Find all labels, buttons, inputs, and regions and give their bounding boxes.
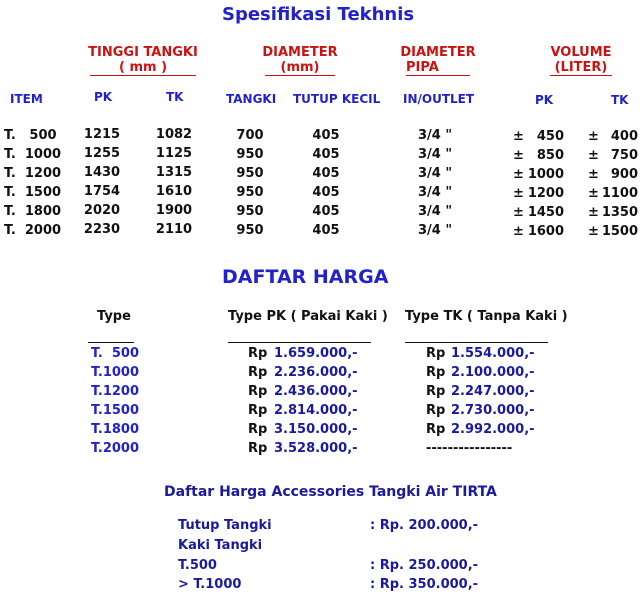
currency-label: Rp <box>426 346 446 361</box>
spec-vol-tk: 1350 <box>601 205 638 220</box>
price-pk: 1.659.000,- <box>274 346 358 361</box>
spec-pk: 1255 <box>83 146 121 161</box>
spec-tk: 1610 <box>155 184 193 199</box>
spec-pk: 2230 <box>83 222 121 237</box>
divider <box>405 342 548 343</box>
spec-tutup: 405 <box>312 166 340 181</box>
spec-tutup: 405 <box>312 204 340 219</box>
currency-label: Rp <box>248 403 268 418</box>
header-volume: VOLUME (LITER) <box>550 45 612 75</box>
approx-icon: ± <box>588 167 599 182</box>
header-tinggi-tangki: TINGGI TANGKI ( mm ) <box>88 45 198 75</box>
spec-tangki: 950 <box>236 185 264 200</box>
price-tk: 2.247.000,- <box>451 384 535 399</box>
spec-item: T. 1800 <box>4 204 62 219</box>
spec-tk: 1315 <box>155 165 193 180</box>
spec-item: T. 500 <box>4 128 57 143</box>
price-tk: 2.992.000,- <box>451 422 535 437</box>
spec-tutup: 405 <box>312 223 340 238</box>
spec-vol-tk: 400 <box>610 129 638 144</box>
approx-icon: ± <box>588 205 599 220</box>
spec-vol-tk: 750 <box>610 148 638 163</box>
price-pk: 2.814.000,- <box>274 403 358 418</box>
approx-icon: ± <box>513 205 524 220</box>
approx-icon: ± <box>513 186 524 201</box>
divider <box>228 342 371 343</box>
spec-tangki: 950 <box>236 223 264 238</box>
accessory-label: Tutup Tangki <box>178 518 272 533</box>
spec-tangki: 950 <box>236 147 264 162</box>
spec-title: Spesifikasi Tekhnis <box>222 4 415 25</box>
price-pk: 3.150.000,- <box>274 422 358 437</box>
spec-item: T. 2000 <box>4 223 62 238</box>
spec-tutup: 405 <box>312 128 340 143</box>
spec-tk: 1900 <box>155 203 193 218</box>
spec-pk: 1754 <box>83 184 121 199</box>
currency-label: Rp <box>248 365 268 380</box>
accessory-price: : Rp. 350.000,- <box>370 577 479 592</box>
price-type: T.2000 <box>91 441 140 456</box>
spec-tangki: 950 <box>236 204 264 219</box>
col-tutup-kecil: TUTUP KECIL <box>293 92 381 106</box>
price-type: T. 500 <box>91 346 140 361</box>
price-tk: ---------------- <box>426 441 513 456</box>
spec-pipa: 3/4 " <box>418 185 453 200</box>
price-pk: 3.528.000,- <box>274 441 358 456</box>
col-vol-pk: PK <box>535 93 554 107</box>
price-header-tk: Type TK ( Tanpa Kaki ) <box>405 309 568 324</box>
price-tk: 2.100.000,- <box>451 365 535 380</box>
spec-vol-tk: 900 <box>610 167 638 182</box>
spec-tutup: 405 <box>312 185 340 200</box>
col-tk: TK <box>166 90 184 104</box>
spec-item: T. 1000 <box>4 147 62 162</box>
approx-icon: ± <box>588 224 599 239</box>
spec-pk: 2020 <box>83 203 121 218</box>
spec-vol-pk: 850 <box>536 148 564 163</box>
spec-tk: 1125 <box>155 146 193 161</box>
spec-tutup: 405 <box>312 147 340 162</box>
spec-vol-tk: 1100 <box>601 186 638 201</box>
currency-label: Rp <box>426 422 446 437</box>
accessory-label: T.500 <box>178 558 217 573</box>
col-vol-tk: TK <box>611 93 629 107</box>
header-diameter: DIAMETER (mm) <box>262 45 338 75</box>
currency-label: Rp <box>426 384 446 399</box>
col-item: ITEM <box>10 92 43 106</box>
spec-tangki: 950 <box>236 166 264 181</box>
approx-icon: ± <box>588 186 599 201</box>
price-title: DAFTAR HARGA <box>222 266 389 288</box>
price-type: T.1800 <box>91 422 140 437</box>
accessory-label: Kaki Tangki <box>178 538 263 553</box>
spec-pipa: 3/4 " <box>418 147 453 162</box>
currency-label: Rp <box>426 403 446 418</box>
spec-pk: 1215 <box>83 127 121 142</box>
col-inlet-outlet: IN/OUTLET <box>403 92 475 106</box>
currency-label: Rp <box>248 346 268 361</box>
spec-vol-pk: 1600 <box>527 224 564 239</box>
spec-item: T. 1200 <box>4 166 62 181</box>
spec-vol-pk: 1200 <box>527 186 564 201</box>
price-tk: 1.554.000,- <box>451 346 535 361</box>
spec-tk: 1082 <box>155 127 193 142</box>
currency-label: Rp <box>426 365 446 380</box>
approx-icon: ± <box>588 129 599 144</box>
accessories-title: Daftar Harga Accessories Tangki Air TIRTA <box>164 484 497 500</box>
col-tangki: TANGKI <box>226 92 277 106</box>
currency-label: Rp <box>248 384 268 399</box>
spec-vol-pk: 1450 <box>527 205 564 220</box>
spec-pipa: 3/4 " <box>418 166 453 181</box>
price-header-pk: Type PK ( Pakai Kaki ) <box>228 309 388 324</box>
accessory-price: : Rp. 200.000,- <box>370 518 479 533</box>
spec-tk: 2110 <box>155 222 193 237</box>
col-pk: PK <box>94 90 113 104</box>
price-pk: 2.236.000,- <box>274 365 358 380</box>
spec-pk: 1430 <box>83 165 121 180</box>
approx-icon: ± <box>588 148 599 163</box>
approx-icon: ± <box>513 167 524 182</box>
spec-pipa: 3/4 " <box>418 223 453 238</box>
spec-vol-tk: 1500 <box>601 224 638 239</box>
currency-label: Rp <box>248 441 268 456</box>
price-type: T.1200 <box>91 384 140 399</box>
accessory-price: : Rp. 250.000,- <box>370 558 479 573</box>
price-type: T.1500 <box>91 403 140 418</box>
approx-icon: ± <box>513 129 524 144</box>
header-diameter-pipa: DIAMETER PIPA <box>400 45 476 75</box>
spec-tangki: 700 <box>236 128 264 143</box>
accessory-label: > T.1000 <box>178 577 242 592</box>
spec-vol-pk: 1000 <box>527 167 564 182</box>
price-type: T.1000 <box>91 365 140 380</box>
approx-icon: ± <box>513 224 524 239</box>
spec-pipa: 3/4 " <box>418 204 453 219</box>
price-header-type: Type <box>97 309 131 324</box>
divider <box>88 342 134 343</box>
price-pk: 2.436.000,- <box>274 384 358 399</box>
spec-item: T. 1500 <box>4 185 62 200</box>
currency-label: Rp <box>248 422 268 437</box>
spec-vol-pk: 450 <box>536 129 564 144</box>
price-tk: 2.730.000,- <box>451 403 535 418</box>
spec-pipa: 3/4 " <box>418 128 453 143</box>
approx-icon: ± <box>513 148 524 163</box>
